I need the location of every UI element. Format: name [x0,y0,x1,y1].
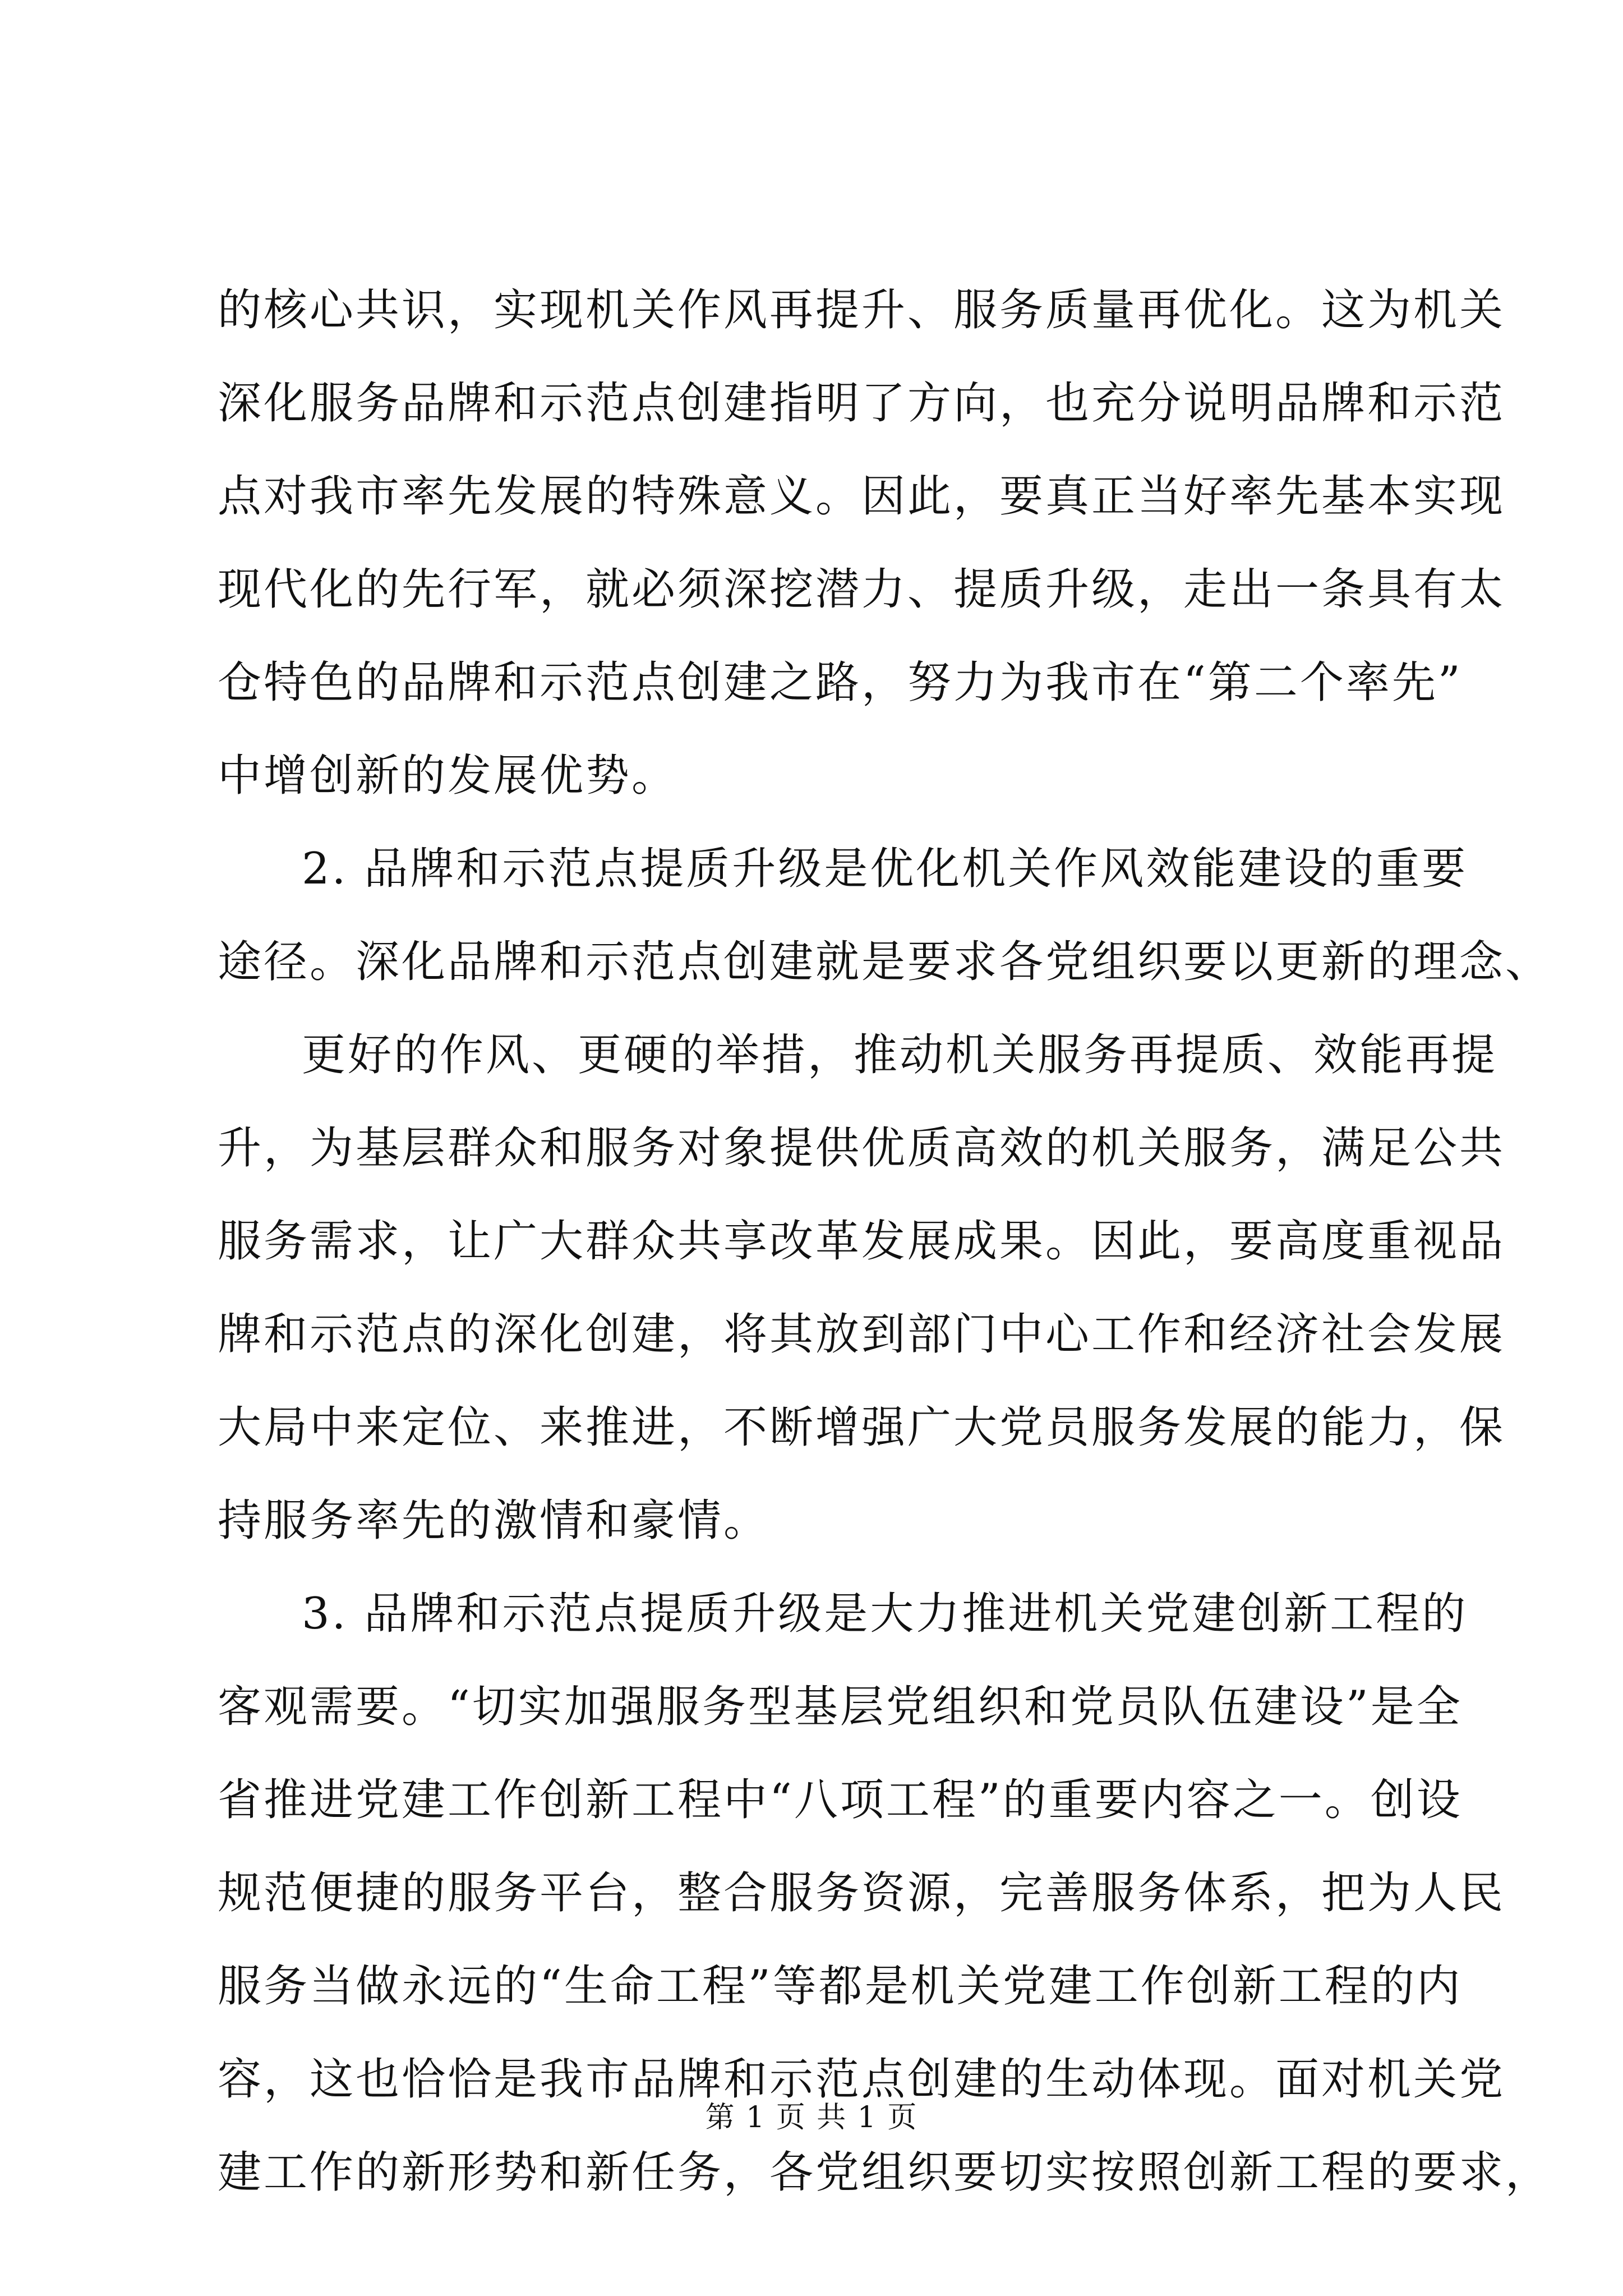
text-line: 点对我市率先发展的特殊意义。因此，要真正当好率先基本实现 [218,471,1506,522]
text-line: 升，为基层群众和服务对象提供优质高效的机关服务，满足公共 [218,1123,1506,1174]
text-line: 客观需要。“切实加强服务型基层党组织和党员队伍建设”是全 [218,1682,1463,1732]
paragraph-2-heading-line: 2. 品牌和示范点提质升级是优化机关作风效能建设的重要 [302,844,1468,894]
text-line: 途径。深化品牌和示范点创建就是要求各党组织要以更新的理念、 [218,937,1552,987]
text-line: 服务需求，让广大群众共享改革发展成果。因此，要高度重视品 [218,1216,1506,1267]
text-line: 建工作的新形势和新任务，各党组织要切实按照创新工程的要求， [218,2147,1552,2198]
text-line: 的核心共识，实现机关作风再提升、服务质量再优化。这为机关 [218,285,1506,335]
text-line: 容，这也恰恰是我市品牌和示范点创建的生动体现。面对机关党 [218,2054,1506,2105]
text-line: 仓特色的品牌和示范点创建之路，努力为我市在“第二个率先” [218,657,1463,708]
text-line: 服务当做永远的“生命工程”等都是机关党建工作创新工程的内 [218,1961,1463,2012]
paragraph-3-heading-line: 3. 品牌和示范点提质升级是大力推进机关党建创新工程的 [302,1589,1468,1639]
text-line: 现代化的先行军，就必须深挖潜力、提质升级，走出一条具有太 [218,564,1506,615]
document-body [218,264,1552,2219]
text-line: 规范便捷的服务平台，整合服务资源，完善服务体系，把为人民 [218,1868,1506,1918]
text-line: 更好的作风、更硬的举措，推动机关服务再提质、效能再提 [302,1030,1498,1080]
text-line: 深化服务品牌和示范点创建指明了方向，也充分说明品牌和示范 [218,378,1506,429]
text-line: 牌和示范点的深化创建，将其放到部门中心工作和经济社会发展 [218,1309,1506,1360]
text-line: 省推进党建工作创新工程中“八项工程”的重要内容之一。创设 [218,1775,1463,1825]
page-number-label: 第 1 页 共 1 页 [705,2101,918,2134]
page-footer [0,2098,1623,2137]
text-line: 中增创新的发展优势。 [218,751,678,801]
text-line: 持服务率先的激情和豪情。 [218,1496,770,1546]
text-line: 大局中来定位、来推进，不断增强广大党员服务发展的能力，保 [218,1402,1506,1453]
